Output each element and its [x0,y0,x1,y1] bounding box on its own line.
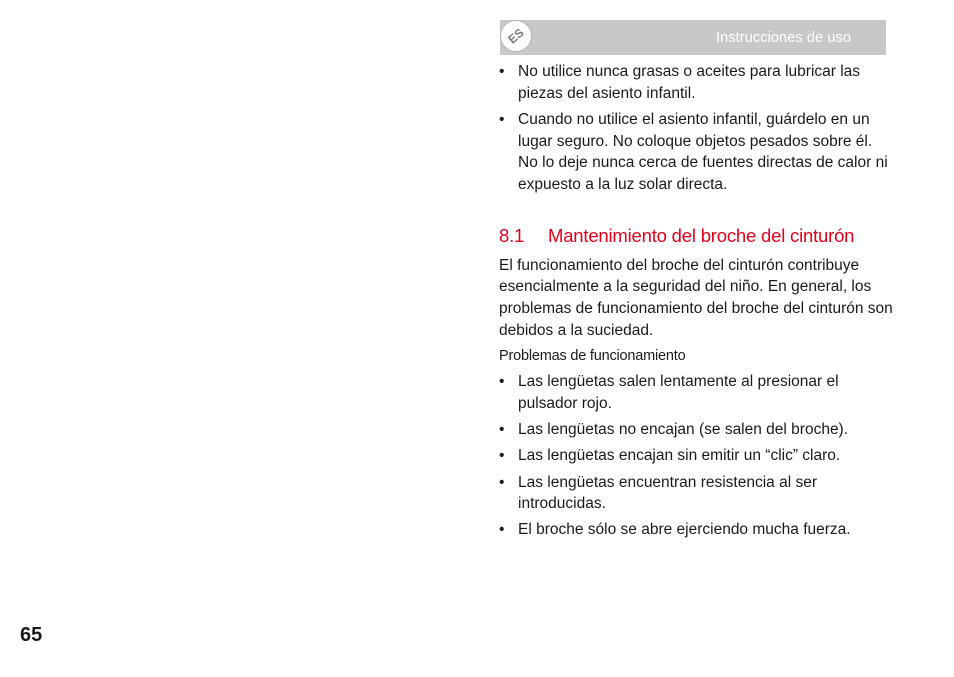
list-item-text: Las lengüetas no encajan (se salen del broche). [518,421,849,439]
section-title: Mantenimiento del broche del cinturón [548,224,855,246]
problems-bullet-list [499,371,894,541]
list-item [499,109,894,196]
bullet-icon: • [499,373,505,391]
list-item-text: Las lengüetas encajan sin emitir un “clic” claro. [518,447,841,465]
page-number: 65 [20,624,43,646]
list-item [499,419,894,441]
subheading: Problemas de funcionamiento [499,347,686,364]
list-item [499,371,894,414]
intro-bullet-list [499,61,894,196]
list-item [499,519,894,541]
list-item-text: Las lengüetas salen lentamente al presionar el pulsador rojo. [518,373,839,412]
bullet-icon: • [499,110,505,128]
list-item [499,445,894,467]
header-bar [500,20,886,55]
list-item-text: Cuando no utilice el asiento infantil, guárdelo en un lugar seguro. No coloque objetos pesados sobre él. No lo deje nunca cerca de fuentes directas de calor ni expuesto a la luz solar directa. [518,110,888,194]
list-item-text: No utilice nunca grasas o aceites para lubricar las piezas del asiento infantil. [518,63,861,102]
language-badge [500,20,532,52]
section-heading [499,223,894,248]
main-content [499,61,894,546]
list-item [499,61,894,104]
list-item [499,472,894,515]
bullet-icon: • [499,447,505,465]
language-code: ES [505,25,527,47]
section-number: 8.1 [499,224,525,246]
list-item-text: El broche sólo se abre ejerciendo mucha fuerza. [518,521,851,539]
section-paragraph: El funcionamiento del broche del cinturón contribuye esencialmente a la seguridad del niño. En general, los problemas de funcionamiento del broche del cinturón son debidos a la suciedad. [499,256,893,339]
bullet-icon: • [499,421,505,439]
bullet-icon: • [499,63,505,80]
bullet-icon: • [499,521,505,539]
list-item-text: Las lengüetas encuentran resistencia al ser introducidas. [518,473,817,513]
header-title: Instrucciones de uso [716,30,851,46]
bullet-icon: • [499,473,505,491]
